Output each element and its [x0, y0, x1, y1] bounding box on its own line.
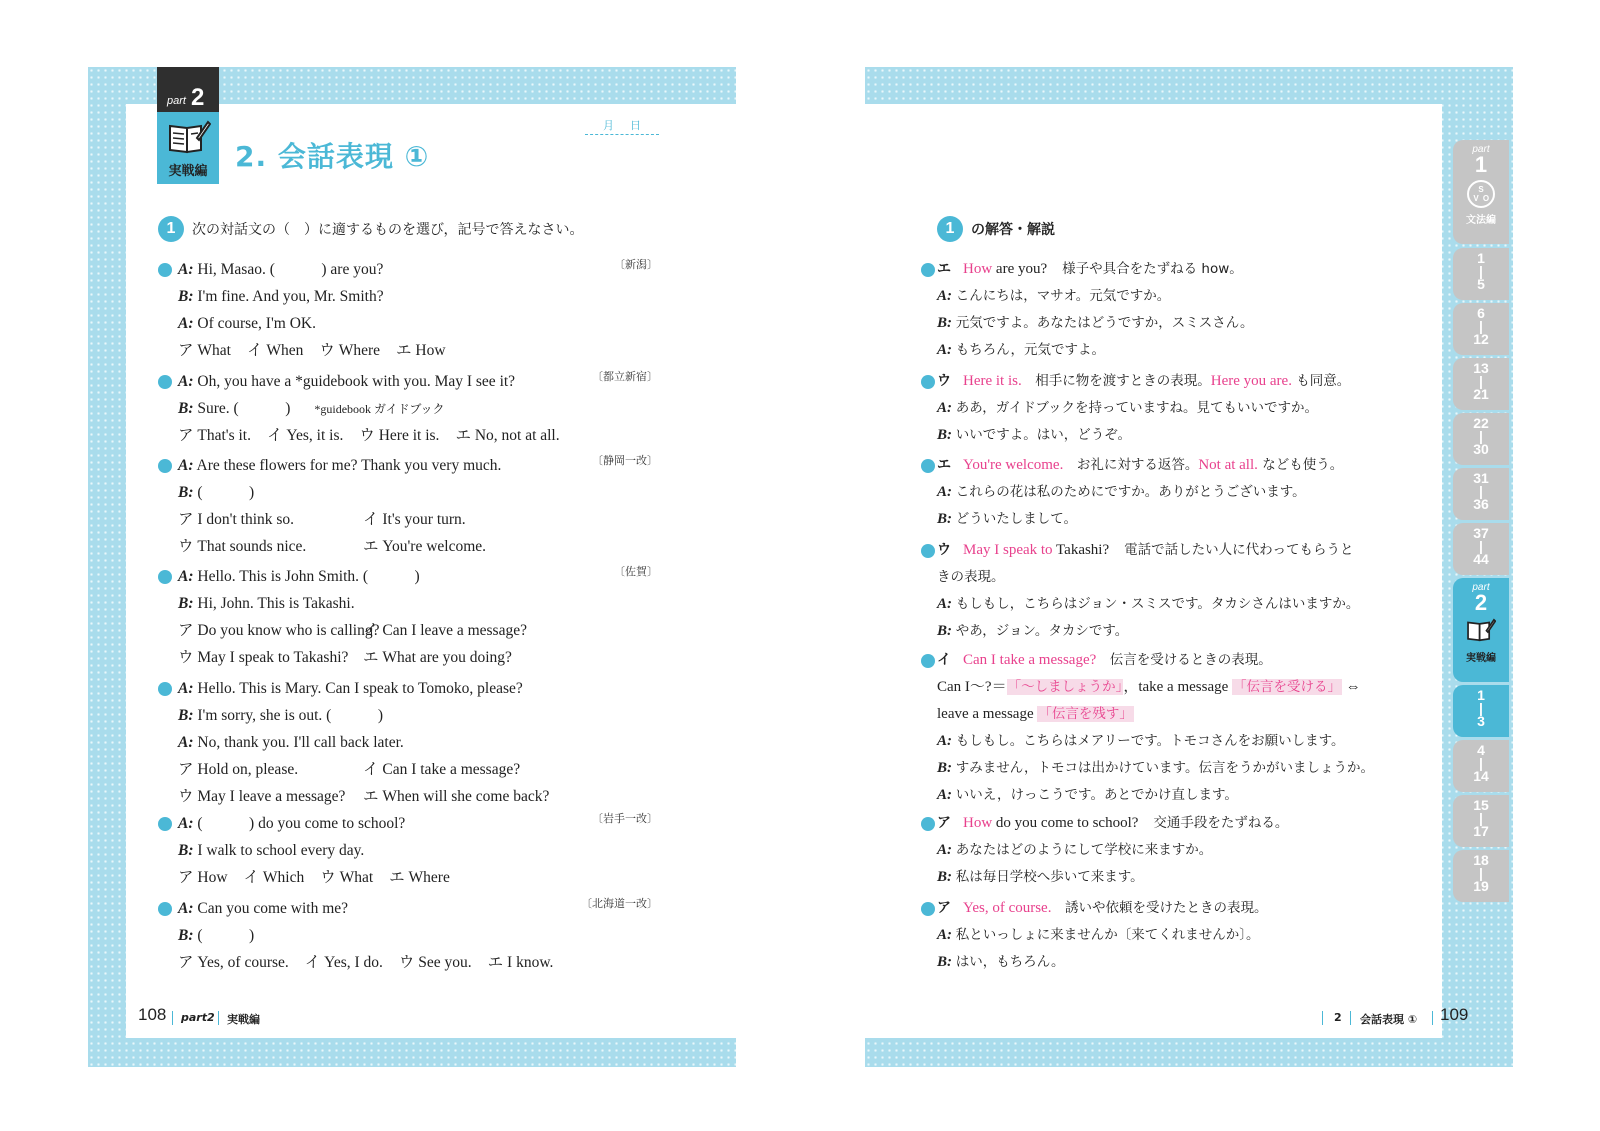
key-phrase: 「伝言を受ける」 [1233, 679, 1342, 695]
answer-symbol: エ [937, 261, 951, 277]
dialog-line [158, 702, 658, 729]
index-tab[interactable] [1453, 303, 1509, 355]
key-phrase: May I speak to [963, 542, 1053, 558]
line-content [158, 954, 569, 971]
answer-text: 私といっしょに来ませんか〔来てくれませんか〕。 [955, 927, 1260, 943]
answer-choice[interactable]: イ Which [243, 869, 305, 886]
translation-line [937, 728, 1457, 755]
answer-text: 私は毎日学校へ歩いて来ます。 [955, 869, 1144, 885]
answer-text: お礼に対する返答。 [1063, 457, 1199, 473]
index-tab[interactable] [1453, 413, 1509, 465]
answer-text: 電話で話したい人に代わってもらうと [1124, 542, 1354, 558]
svo-icon [1453, 179, 1509, 209]
explanation-line [937, 895, 1457, 922]
explanation-line [937, 674, 1457, 701]
answer-text: もしもし。こちらはメアリーです。トモコさんをお願いします。 [955, 733, 1345, 749]
key-phrase: Not at all. [1198, 457, 1258, 473]
answer-text: こんにちは，マサオ。元気ですか。 [955, 288, 1171, 304]
translation-line [937, 864, 1457, 891]
speaker-label: A: [178, 734, 194, 751]
question-source: 〔新潟〕 [614, 258, 658, 271]
answer-choice[interactable]: エ Where [389, 869, 450, 886]
answer-text: なども使う。 [1257, 457, 1344, 473]
answer-text: 相手に物を渡すときの表現。 [1021, 373, 1211, 389]
speaker-label: B: [178, 288, 194, 305]
answer-choice[interactable]: ウ See you. [398, 954, 472, 971]
answer-choice[interactable]: ア That's it. [178, 427, 251, 444]
dialog-line [158, 395, 658, 422]
key-phrase: How [963, 815, 993, 831]
answer-text: 様子や具合をたずねる how。 [1062, 261, 1243, 277]
choice-row [158, 506, 658, 533]
translation-line [937, 922, 1457, 949]
dialog-text: I walk to school every day. [197, 842, 365, 859]
svg-text:O: O [1482, 194, 1490, 203]
line-content [158, 842, 364, 859]
answer-item [937, 647, 1457, 809]
speaker-label: B: [937, 315, 952, 331]
answer-choice[interactable]: ア I don't think so. [178, 511, 295, 528]
section-tag: 実戦編 [168, 164, 208, 179]
answer-text: すみません，トモコは出かけています。伝言をうかがいましょうか。 [955, 760, 1374, 776]
index-tab[interactable] [1453, 685, 1509, 737]
speaker-label: A: [937, 400, 952, 416]
translation-line [937, 395, 1457, 422]
translation-line [937, 782, 1457, 809]
speaker-label: B: [937, 869, 952, 885]
answer-marker [921, 263, 935, 277]
index-tab[interactable] [1453, 468, 1509, 520]
translation-line [937, 618, 1457, 645]
answer-text: 交通手段をたずねる。 [1153, 815, 1289, 831]
part-badge [157, 67, 219, 112]
dialog-line [158, 675, 658, 702]
answer-text: あなたはどのようにして学校に来ますか。 [955, 842, 1213, 858]
answer-text: leave a message [937, 706, 1038, 722]
translation-line [937, 479, 1457, 506]
answer-marker [921, 544, 935, 558]
date-field[interactable] [585, 117, 659, 135]
speaker-label: B: [937, 623, 952, 639]
dialog-line [158, 729, 658, 756]
speaker-label: B: [178, 595, 194, 612]
choice-row [158, 617, 658, 644]
answer-choice[interactable]: ア Do you know who is calling? [178, 622, 380, 639]
speaker-label: A: [178, 815, 194, 832]
dialog-line [158, 922, 658, 949]
answer-text: どういたしまして。 [955, 511, 1077, 527]
answer-choice[interactable]: エ When will she come back? [363, 788, 550, 805]
answer-choice[interactable]: イ Yes, I do. [304, 954, 383, 971]
line-content [158, 680, 523, 697]
answer-choice[interactable]: イ Yes, it is. [266, 427, 344, 444]
line-content [158, 288, 384, 305]
tab-range: 4 | 14 [1473, 742, 1489, 784]
answer-marker [921, 375, 935, 389]
answer-text: いいえ，けっこうです。あとでかけ直します。 [955, 787, 1238, 803]
answer-marker [921, 654, 935, 668]
line-content [158, 815, 405, 832]
instruction [158, 216, 583, 242]
tab-part-number: 1 [1474, 152, 1488, 177]
question-item [158, 563, 658, 671]
explanation-line [937, 452, 1457, 479]
translation-line [937, 506, 1457, 533]
answer-text: Takashi? [1052, 542, 1125, 558]
line-content [158, 457, 501, 474]
answer-text: きの表現。 [937, 569, 1005, 585]
answer-text: 誘いや依頼を受けたときの表現。 [1051, 900, 1268, 916]
answer-choice[interactable]: ア What [178, 342, 231, 359]
dialog-line [158, 895, 658, 922]
dialog-line [158, 368, 658, 395]
dialog-text: ( ) do you come to school? [197, 815, 406, 832]
index-tab[interactable] [1453, 523, 1509, 575]
line-content [158, 761, 603, 778]
answer-item [937, 537, 1457, 645]
dialog-text: Sure. ( ) [197, 400, 291, 417]
answer-marker [921, 902, 935, 916]
explanation-line [937, 810, 1457, 837]
speaker-label: B: [178, 927, 194, 944]
index-tab[interactable] [1453, 248, 1509, 300]
part-number: 2 [191, 84, 205, 111]
speaker-label: B: [178, 484, 194, 501]
choice-row [158, 644, 658, 671]
question-source: 〔岩手一改〕 [592, 812, 658, 825]
speaker-label: A: [178, 261, 194, 278]
footer-divider [218, 1011, 219, 1025]
answer-text: Can I～?＝ [937, 679, 1007, 695]
line-content [158, 595, 355, 612]
tab-range: 31 | 36 [1473, 470, 1489, 512]
tab-range: 1 | 5 [1477, 250, 1485, 292]
tab-range: 18 | 19 [1473, 852, 1489, 894]
speaker-label: A: [178, 457, 194, 474]
dialog-line [158, 452, 658, 479]
dialog-text: Oh, you have a *guidebook with you. May I see it? [197, 373, 516, 390]
speaker-label: A: [937, 787, 952, 803]
dialog-line [158, 590, 658, 617]
dialog-line [158, 837, 658, 864]
footer-divider [1322, 1011, 1323, 1025]
line-content [158, 427, 576, 444]
speaker-label: A: [937, 927, 952, 943]
translation-line [937, 310, 1457, 337]
answer-item [937, 895, 1457, 976]
explanation-line [937, 647, 1457, 674]
answer-choice[interactable]: ウ Where [319, 342, 381, 359]
answer-text: いいですよ。はい，どうぞ。 [955, 427, 1131, 443]
line-content [158, 649, 603, 666]
tab-label: 実戦編 [1466, 653, 1496, 664]
index-tab[interactable] [1453, 850, 1509, 902]
speaker-label: A: [937, 596, 952, 612]
translation-line [937, 337, 1457, 364]
speaker-label: A: [178, 568, 194, 585]
key-phrase: 「～しましょうか」 [1007, 679, 1123, 695]
translation-line [937, 755, 1457, 782]
answer-symbol: エ [937, 457, 951, 473]
choice-row [158, 422, 658, 449]
chapter-title: 2. 会話表現 ① [235, 140, 430, 173]
translation-line [937, 837, 1457, 864]
answer-text: やあ，ジョン。タカシです。 [955, 623, 1129, 639]
answer-symbol: ウ [937, 373, 951, 389]
dialog-text: Hello. This is Mary. Can I speak to Tomoko, please? [197, 680, 523, 697]
answer-text: ああ，ガイドブックを持っていますね。見てもいいですか。 [955, 400, 1318, 416]
tab-range: 22 | 30 [1473, 415, 1489, 457]
tab-part-number: 2 [1474, 590, 1488, 615]
answer-text: もしもし，こちらはジョン・スミスです。タカシさんはいますか。 [955, 596, 1360, 612]
answer-choice[interactable]: ウ May I speak to Takashi? [178, 649, 349, 666]
translation-line [937, 949, 1457, 976]
dialog-text: Hi, John. This is Takashi. [197, 595, 355, 612]
page-number-left: 108 [138, 1005, 167, 1024]
speaker-label: B: [178, 842, 194, 859]
key-phrase: 「伝言を残す」 [1038, 706, 1133, 722]
answer-text: はい，もちろん。 [955, 954, 1065, 970]
dialog-line [158, 810, 658, 837]
line-content [158, 400, 444, 417]
line-content [158, 900, 348, 917]
question-source: 〔静岡一改〕 [592, 454, 658, 467]
speaker-label: B: [178, 707, 194, 724]
part-label: part [167, 95, 186, 107]
svg-text:S: S [1478, 185, 1484, 194]
tab-range: 15 | 17 [1473, 797, 1489, 839]
choice-row [158, 864, 658, 891]
footer-title: 会話表現 ① [1360, 1013, 1418, 1026]
instruction-text: 次の対話文の（ ）に適するものを選び，記号で答えなさい。 [192, 222, 584, 238]
dialog-text: No, thank you. I'll call back later. [197, 734, 404, 751]
speaker-label: A: [937, 484, 952, 500]
line-content [158, 788, 603, 805]
line-content [158, 707, 383, 724]
line-content [158, 734, 404, 751]
answer-text: 伝言を受けるときの表現。 [1096, 652, 1272, 668]
line-content [158, 484, 254, 501]
speaker-label: B: [178, 400, 194, 417]
index-tab[interactable] [1453, 795, 1509, 847]
footer-divider [172, 1011, 173, 1025]
answer-text: ⇔ [1342, 679, 1361, 695]
dialog-text: Of course, I'm OK. [197, 315, 316, 332]
question-item [158, 895, 658, 976]
line-content [158, 511, 603, 528]
answer-choice[interactable]: ア Yes, of course. [178, 954, 289, 971]
book-pen-icon [1453, 617, 1509, 647]
vocab-gloss: *guidebook ガイドブック [314, 402, 445, 416]
question-source: 〔都立新宿〕 [592, 370, 658, 383]
answer-heading-text: の解答・解説 [971, 222, 1055, 238]
speaker-label: B: [937, 511, 952, 527]
index-tab-part-2[interactable] [1453, 578, 1509, 682]
answer-choice[interactable]: イ It's your turn. [363, 511, 466, 528]
key-phrase: How [963, 261, 993, 277]
dialog-line [158, 256, 658, 283]
line-content [158, 568, 420, 585]
question-item [158, 675, 658, 810]
answer-text: are you? [992, 261, 1063, 277]
dialog-text: ( ) [197, 927, 255, 944]
explanation-line [937, 701, 1457, 728]
question-item [158, 452, 658, 560]
explanation-line [937, 256, 1457, 283]
dialog-text: I'm sorry, she is out. ( ) [197, 707, 383, 724]
section-badge [157, 112, 219, 184]
key-phrase: Can I take a message? [963, 652, 1097, 668]
tab-range: 6 | 12 [1473, 305, 1489, 347]
index-tab[interactable] [1453, 740, 1509, 792]
answer-marker [921, 459, 935, 473]
line-content [158, 373, 515, 390]
question-item [158, 810, 658, 891]
choice-row [158, 949, 658, 976]
answer-text: もちろん，元気ですよ。 [955, 342, 1106, 358]
answer-choice[interactable]: ア Hold on, please. [178, 761, 299, 778]
footer-section: 実戦編 [227, 1013, 260, 1026]
answer-choice[interactable]: エ How [396, 342, 446, 359]
line-content [158, 869, 466, 886]
exercise-number: 1 [937, 216, 963, 242]
question-item [158, 256, 658, 364]
footer-divider [1350, 1011, 1351, 1025]
answer-choice[interactable]: エ What are you doing? [363, 649, 512, 666]
line-content [158, 927, 254, 944]
question-item [158, 368, 658, 449]
answer-choice[interactable]: ウ That sounds nice. [178, 538, 307, 555]
month-label: 月 [603, 119, 614, 132]
svg-text:V: V [1473, 194, 1479, 203]
page-number-right: 109 [1440, 1005, 1469, 1024]
answer-symbol: イ [937, 652, 951, 668]
answer-choice[interactable]: エ I know. [487, 954, 554, 971]
choice-row [158, 756, 658, 783]
tab-label: 文法編 [1466, 215, 1496, 226]
answer-choice[interactable]: ア How [178, 869, 228, 886]
choice-row [158, 337, 658, 364]
footer-part: part2 [181, 1011, 215, 1024]
speaker-label: A: [937, 342, 952, 358]
index-tab[interactable] [1453, 358, 1509, 410]
answer-choice[interactable]: エ No, not at all. [455, 427, 560, 444]
line-content [158, 315, 316, 332]
answer-choice[interactable]: ウ May I leave a message? [178, 788, 346, 805]
answer-choice[interactable]: エ You're welcome. [363, 538, 487, 555]
speaker-label: A: [178, 373, 194, 390]
speaker-label: A: [178, 900, 194, 917]
dialog-text: Can you come with me? [197, 900, 349, 917]
answer-item [937, 368, 1457, 449]
translation-line [937, 591, 1457, 618]
answer-marker [921, 817, 935, 831]
index-tab-part-1[interactable] [1453, 140, 1509, 244]
line-content [158, 261, 383, 278]
answer-choice[interactable]: イ When [246, 342, 304, 359]
speaker-label: A: [937, 288, 952, 304]
tab-range: 13 | 21 [1473, 360, 1489, 402]
book-pen-icon [167, 118, 211, 156]
dialog-line [158, 563, 658, 590]
answer-text: ，take a message [1123, 679, 1233, 695]
dialog-text: I'm fine. And you, Mr. Smith? [197, 288, 384, 305]
tab-part-label: part [1472, 582, 1490, 593]
answer-text: も同意。 [1291, 373, 1351, 389]
speaker-label: B: [937, 954, 952, 970]
explanation-line [937, 564, 1457, 591]
answer-choice[interactable]: イ Can I take a message? [363, 761, 521, 778]
tab-range: 37 | 44 [1473, 525, 1489, 567]
tab-range: 1 | 3 [1477, 687, 1485, 729]
choice-row [158, 533, 658, 560]
day-label: 日 [630, 119, 641, 132]
answer-symbol: ア [937, 815, 951, 831]
speaker-label: B: [937, 760, 952, 776]
answer-choice[interactable]: ウ What [320, 869, 374, 886]
explanation-line [937, 537, 1457, 564]
choice-row [158, 783, 658, 810]
tab-part-label: part [1472, 144, 1490, 155]
line-content [158, 342, 462, 359]
footer-chapter: 2 [1334, 1011, 1342, 1024]
line-content [158, 622, 603, 639]
answer-symbol: ウ [937, 542, 951, 558]
line-content [158, 538, 603, 555]
key-phrase: Here it is. [963, 373, 1022, 389]
key-phrase: Yes, of course. [963, 900, 1052, 916]
translation-line [937, 422, 1457, 449]
dialog-text: Hi, Masao. ( ) are you? [197, 261, 384, 278]
dialog-text: ( ) [197, 484, 255, 501]
dialog-line [158, 310, 658, 337]
speaker-label: B: [937, 427, 952, 443]
answer-item [937, 256, 1457, 364]
answer-heading [937, 216, 1055, 242]
key-phrase: Here you are. [1210, 373, 1292, 389]
answer-choice[interactable]: ウ Here it is. [359, 427, 440, 444]
exercise-number: 1 [158, 216, 184, 242]
answer-item [937, 452, 1457, 533]
speaker-label: A: [937, 733, 952, 749]
question-source: 〔北海道一改〕 [581, 897, 658, 910]
answer-choice[interactable]: イ Can I leave a message? [363, 622, 527, 639]
translation-line [937, 283, 1457, 310]
answer-item [937, 810, 1457, 891]
key-phrase: You're welcome. [963, 457, 1064, 473]
speaker-label: A: [937, 842, 952, 858]
speaker-label: A: [178, 315, 194, 332]
speaker-label: A: [178, 680, 194, 697]
dialog-line [158, 283, 658, 310]
answer-text: 元気ですよ。あなたはどうですか，スミスさん。 [955, 315, 1254, 331]
answer-text: do you come to school? [992, 815, 1154, 831]
question-source: 〔佐賀〕 [614, 565, 658, 578]
answer-symbol: ア [937, 900, 951, 916]
dialog-text: Hello. This is John Smith. ( ) [197, 568, 420, 585]
footer-divider [1432, 1011, 1433, 1025]
dialog-text: Are these flowers for me? Thank you very much. [196, 457, 502, 474]
dialog-line [158, 479, 658, 506]
explanation-line [937, 368, 1457, 395]
answer-text: これらの花は私のためにですか。ありがとうございます。 [955, 484, 1306, 500]
